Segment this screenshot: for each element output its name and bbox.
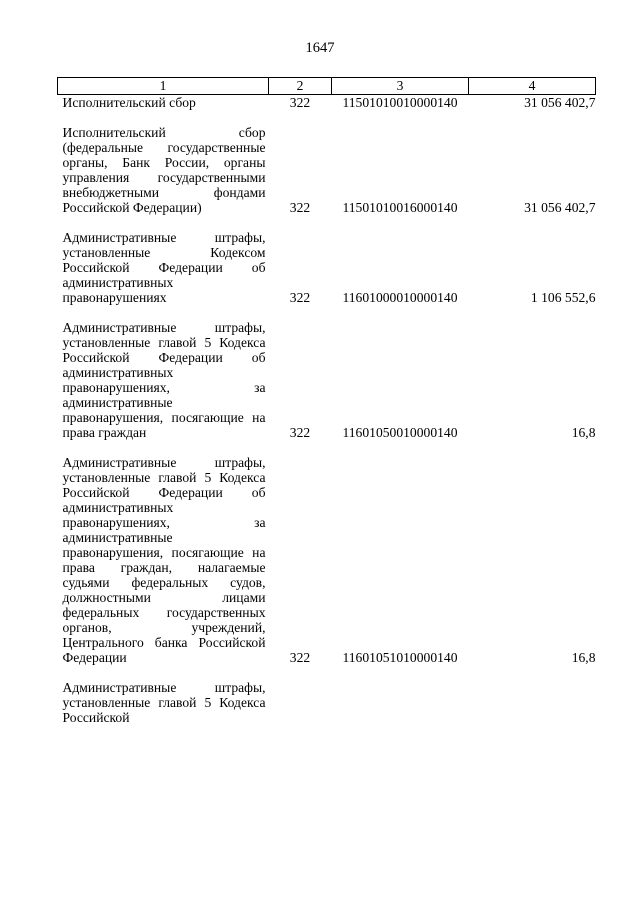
row-budget-code bbox=[332, 680, 469, 725]
row-name: Административные штрафы, установленные Кодексом Российской Федерации об административных правонарушениях bbox=[62, 230, 266, 305]
row-admin-code bbox=[269, 680, 332, 725]
table-row bbox=[58, 230, 596, 305]
row-amount: 16,8 bbox=[571, 425, 596, 440]
row-admin-code: 322 bbox=[289, 200, 311, 215]
row-name: Административные штрафы, установленные главой 5 Кодекса Российской Федерации об административных правонарушениях, за административные правонарушения, посягающие на права граждан, налагаемые судьями федеральных судов, должностными лицами федеральных государственных органов, учреждений, Центрального банка Российской Федерации bbox=[62, 455, 266, 665]
header-col-3: 3 bbox=[332, 78, 469, 95]
row-spacer bbox=[58, 440, 596, 455]
row-name: Административные штрафы, установленные главой 5 Кодекса Российской Федерации об административных правонарушениях, за административные правонарушения, посягающие на права граждан bbox=[62, 320, 266, 440]
header-col-1: 1 bbox=[58, 78, 269, 95]
page-number: 1647 bbox=[305, 40, 335, 56]
table-body bbox=[58, 95, 596, 726]
row-admin-code: 322 bbox=[289, 95, 311, 110]
row-name: Административные штрафы, установленные главой 5 Кодекса Российской bbox=[62, 680, 266, 725]
row-name: Исполнительский сбор bbox=[62, 95, 196, 110]
table-row bbox=[58, 320, 596, 440]
row-spacer bbox=[58, 665, 596, 680]
row-amount: 16,8 bbox=[571, 650, 596, 665]
row-budget-code: 11601000010000140 bbox=[342, 290, 458, 305]
budget-table bbox=[57, 77, 596, 725]
header-row bbox=[58, 78, 596, 95]
row-amount: 31 056 402,7 bbox=[524, 95, 596, 110]
header-col-2: 2 bbox=[269, 78, 332, 95]
row-budget-code: 11501010016000140 bbox=[342, 200, 458, 215]
row-amount bbox=[469, 680, 596, 725]
row-spacer bbox=[58, 305, 596, 320]
row-admin-code: 322 bbox=[289, 650, 311, 665]
row-budget-code: 11601051010000140 bbox=[342, 650, 458, 665]
row-budget-code: 11601050010000140 bbox=[342, 425, 458, 440]
table-row bbox=[58, 95, 596, 111]
table-row bbox=[58, 455, 596, 665]
table-row bbox=[58, 125, 596, 215]
row-spacer bbox=[58, 110, 596, 125]
header-col-4: 4 bbox=[469, 78, 596, 95]
row-spacer bbox=[58, 215, 596, 230]
row-budget-code: 11501010010000140 bbox=[342, 95, 458, 110]
row-admin-code: 322 bbox=[289, 290, 311, 305]
row-amount: 31 056 402,7 bbox=[524, 200, 596, 215]
row-name: Исполнительский сбор (федеральные государственные органы, Банк России, органы управления государственными внебюджетными фондами Российской Федерации) bbox=[62, 125, 266, 215]
row-amount: 1 106 552,6 bbox=[530, 290, 596, 305]
table-header bbox=[58, 78, 596, 95]
row-admin-code: 322 bbox=[289, 425, 311, 440]
table-row bbox=[58, 680, 596, 725]
